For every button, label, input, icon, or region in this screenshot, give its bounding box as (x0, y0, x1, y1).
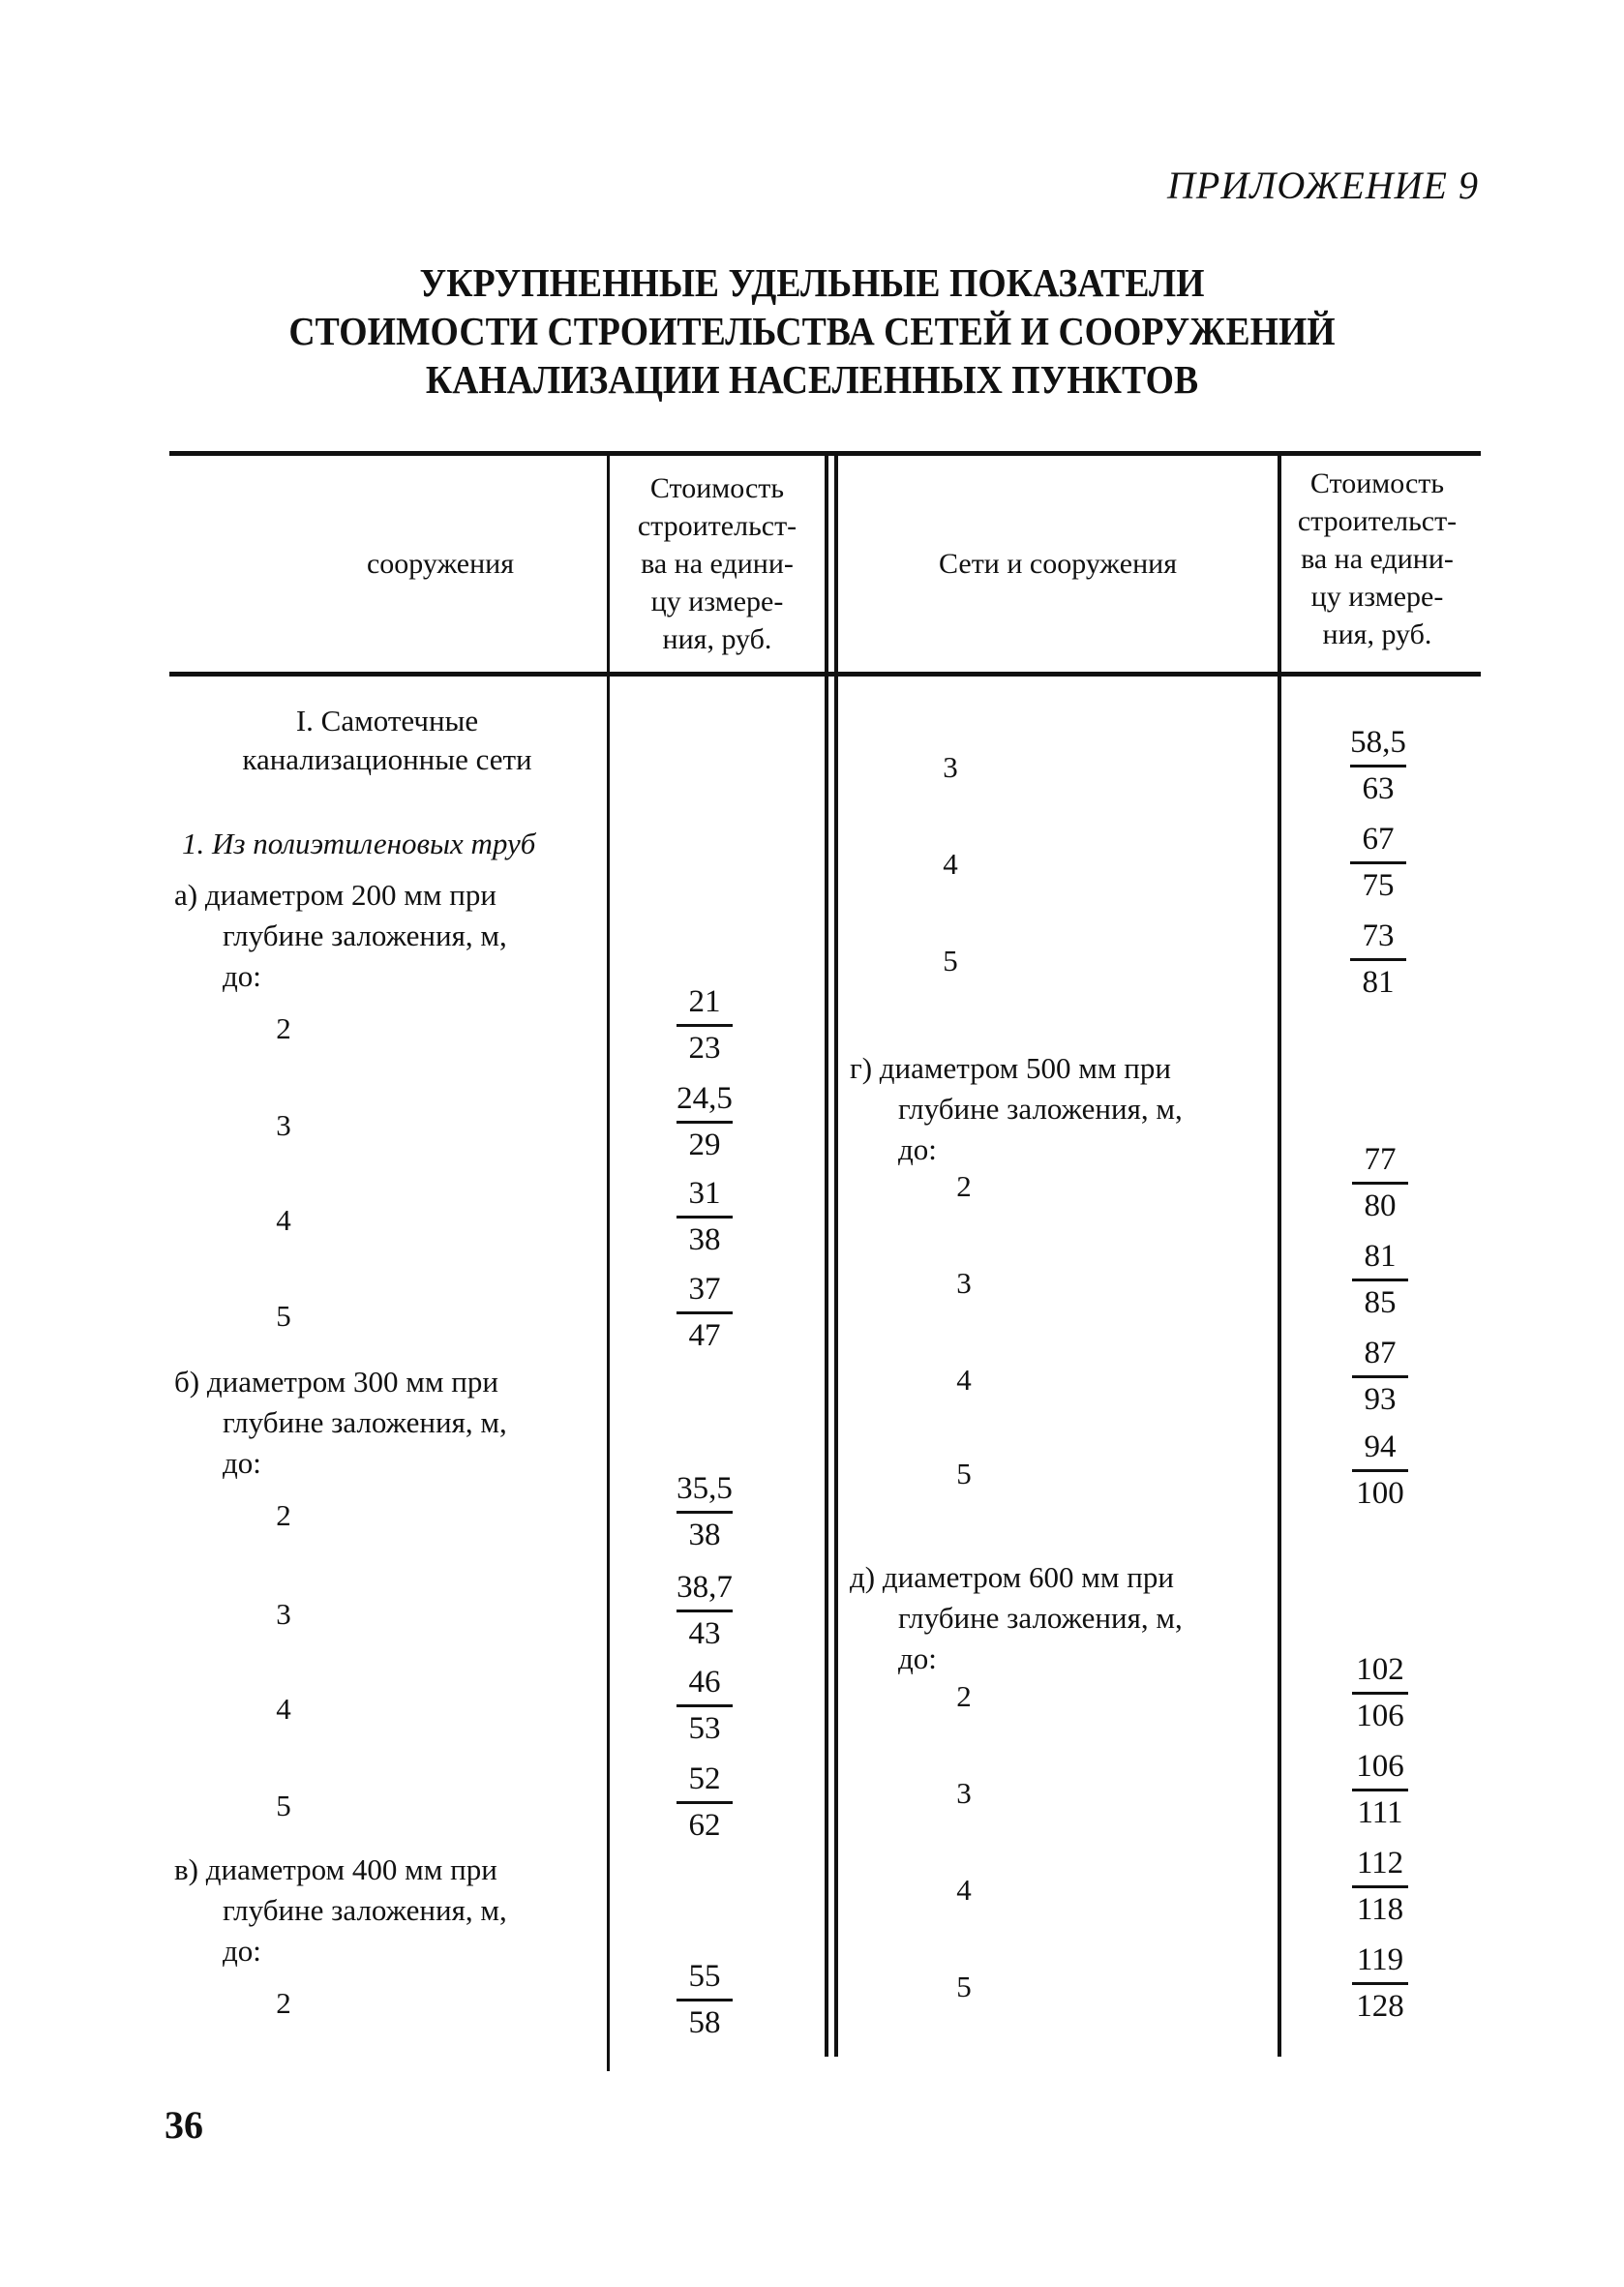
cost-denominator: 63 (1362, 771, 1395, 806)
cost-fraction (1322, 1941, 1438, 2026)
cost-fraction (647, 1957, 763, 2042)
group-label: до: (223, 1446, 261, 1480)
group-label: глубине заложения, м, (223, 1893, 507, 1927)
group-label: г) диаметром 500 мм при (850, 1051, 1171, 1085)
cost-denominator: 85 (1364, 1285, 1397, 1320)
fraction-bar (1350, 958, 1406, 961)
cost-denominator: 128 (1356, 1989, 1404, 2024)
group-label: глубине заложения, м, (898, 1092, 1183, 1126)
depth-value: 3 (943, 750, 958, 784)
group-label: до: (898, 1132, 937, 1166)
depth-value: 5 (956, 1457, 972, 1490)
cost-numerator: 73 (1362, 918, 1395, 953)
group-label: до: (898, 1641, 937, 1675)
cost-fraction (647, 1760, 763, 1845)
cost-numerator: 102 (1356, 1652, 1404, 1687)
header-cost-right: Стоимость строительст- ва на едини- цу измере- ния, руб. (1297, 467, 1458, 650)
cost-denominator: 23 (688, 1031, 721, 1066)
fraction-bar (1352, 1789, 1408, 1791)
depth-value: 2 (276, 1498, 291, 1532)
depth-value: 3 (956, 1266, 972, 1300)
cost-denominator: 43 (688, 1616, 721, 1651)
cost-denominator: 29 (688, 1128, 721, 1162)
cost-numerator: 58,5 (1350, 725, 1406, 760)
fraction-bar (1350, 861, 1406, 864)
cost-denominator: 38 (688, 1518, 721, 1552)
depth-value: 5 (276, 1299, 291, 1333)
cost-denominator: 81 (1362, 965, 1395, 1000)
title-line-1: УКРУПНЕННЫЕ УДЕЛЬНЫЕ ПОКАЗАТЕЛИ (419, 260, 1205, 305)
cost-numerator: 81 (1364, 1239, 1397, 1274)
cost-numerator: 38,7 (677, 1570, 733, 1605)
fraction-bar (677, 1704, 733, 1707)
depth-value: 4 (956, 1873, 972, 1907)
cost-denominator: 47 (688, 1318, 721, 1353)
page-number: 36 (165, 2103, 203, 2147)
cost-numerator: 31 (688, 1176, 721, 1211)
subsection-heading: 1. Из полиэтиленовых труб (182, 827, 536, 860)
header-cost-left: Стоимость строительст- ва на едини- цу измере- ния, руб. (637, 472, 797, 655)
cost-denominator: 38 (688, 1222, 721, 1257)
cost-numerator: 77 (1364, 1142, 1397, 1177)
cost-denominator: 100 (1356, 1476, 1404, 1511)
column-divider-2b (834, 455, 838, 2057)
cost-numerator: 37 (688, 1272, 721, 1307)
depth-value: 4 (943, 847, 958, 881)
cost-denominator: 62 (688, 1808, 721, 1843)
depth-value: 2 (276, 1986, 291, 2020)
group-label: а) диаметром 200 мм при (174, 878, 496, 912)
group-label: глубине заложения, м, (223, 918, 507, 952)
depth-value: 2 (956, 1679, 972, 1713)
cost-fraction (1322, 1140, 1438, 1225)
cost-fraction (1322, 1428, 1438, 1513)
cost-denominator: 58 (688, 2005, 721, 2040)
fraction-bar (1352, 1182, 1408, 1185)
group-label: б) диаметром 300 мм при (174, 1365, 498, 1399)
title-line-3: КАНАЛИЗАЦИИ НАСЕЛЕННЫХ ПУНКТОВ (425, 357, 1199, 402)
group-label: глубине заложения, м, (898, 1601, 1183, 1635)
cost-fraction (1320, 820, 1436, 905)
cost-fraction (1322, 1237, 1438, 1322)
title-line-2: СТОИМОСТИ СТРОИТЕЛЬСТВА СЕТЕЙ И СООРУЖЕНИЙ (288, 309, 1336, 353)
cost-numerator: 94 (1364, 1429, 1397, 1464)
cost-fraction (647, 1663, 763, 1748)
cost-numerator: 87 (1364, 1336, 1397, 1370)
group-label: до: (223, 959, 261, 993)
cost-fraction (647, 1469, 763, 1554)
fraction-bar (677, 1024, 733, 1027)
column-divider-2a (825, 455, 828, 2057)
column-divider-3 (1278, 455, 1281, 2057)
cost-denominator: 93 (1364, 1382, 1397, 1417)
cost-denominator: 53 (688, 1711, 721, 1746)
cost-fraction (1322, 1650, 1438, 1735)
cost-fraction (1320, 917, 1436, 1002)
cost-numerator: 46 (688, 1665, 721, 1700)
depth-value: 4 (276, 1203, 291, 1237)
cost-fraction (1320, 723, 1436, 808)
fraction-bar (677, 1511, 733, 1514)
cost-numerator: 21 (688, 984, 721, 1019)
cost-fraction (647, 982, 763, 1068)
group-label: в) диаметром 400 мм при (174, 1852, 497, 1886)
cost-numerator: 35,5 (677, 1471, 733, 1506)
group-label: до: (223, 1934, 261, 1968)
group-label: глубине заложения, м, (223, 1405, 507, 1439)
fraction-bar (1350, 765, 1406, 767)
depth-value: 3 (276, 1108, 291, 1142)
cost-fraction (1322, 1334, 1438, 1419)
fraction-bar (1352, 1469, 1408, 1472)
depth-value: 5 (956, 1970, 972, 2003)
fraction-bar (677, 1216, 733, 1219)
cost-fraction (647, 1568, 763, 1653)
fraction-bar (677, 1311, 733, 1314)
depth-value: 4 (956, 1363, 972, 1397)
cost-fraction (647, 1079, 763, 1164)
fraction-bar (677, 1610, 733, 1612)
cost-fraction (1322, 1747, 1438, 1832)
group-label: д) диаметром 600 мм при (850, 1560, 1174, 1594)
fraction-bar (1352, 1279, 1408, 1281)
cost-denominator: 118 (1356, 1892, 1404, 1927)
cost-numerator: 67 (1362, 822, 1395, 857)
cost-denominator: 111 (1357, 1795, 1403, 1830)
cost-fraction (647, 1270, 763, 1355)
depth-value: 5 (276, 1789, 291, 1822)
cost-numerator: 119 (1356, 1942, 1404, 1977)
fraction-bar (1352, 1982, 1408, 1985)
fraction-bar (1352, 1885, 1408, 1888)
cost-denominator: 106 (1356, 1699, 1404, 1733)
fraction-bar (1352, 1375, 1408, 1378)
fraction-bar (1352, 1692, 1408, 1695)
fraction-bar (677, 1801, 733, 1804)
cost-numerator: 112 (1356, 1846, 1404, 1881)
column-divider-1 (607, 455, 610, 2071)
cost-fraction (1322, 1844, 1438, 1929)
cost-numerator: 106 (1356, 1749, 1404, 1784)
header-structures: сооружения (366, 548, 515, 580)
fraction-bar (677, 1121, 733, 1124)
cost-denominator: 80 (1364, 1189, 1397, 1223)
cost-numerator: 55 (688, 1959, 721, 1994)
depth-value: 3 (276, 1597, 291, 1631)
appendix-label: ПРИЛОЖЕНИЕ 9 (1167, 164, 1479, 207)
depth-value: 3 (956, 1776, 972, 1810)
cost-denominator: 75 (1362, 868, 1395, 903)
depth-value: 2 (956, 1169, 972, 1203)
depth-value: 4 (276, 1692, 291, 1726)
fraction-bar (677, 1999, 733, 2001)
depth-value: 2 (276, 1011, 291, 1045)
header-networks: Сети и сооружения (939, 548, 1177, 580)
depth-value: 5 (943, 944, 958, 978)
cost-numerator: 52 (688, 1761, 721, 1796)
cost-fraction (647, 1174, 763, 1259)
section-heading: I. Самотечные (295, 704, 479, 737)
section-heading: канализационные сети (242, 742, 532, 776)
cost-numerator: 24,5 (677, 1081, 733, 1116)
